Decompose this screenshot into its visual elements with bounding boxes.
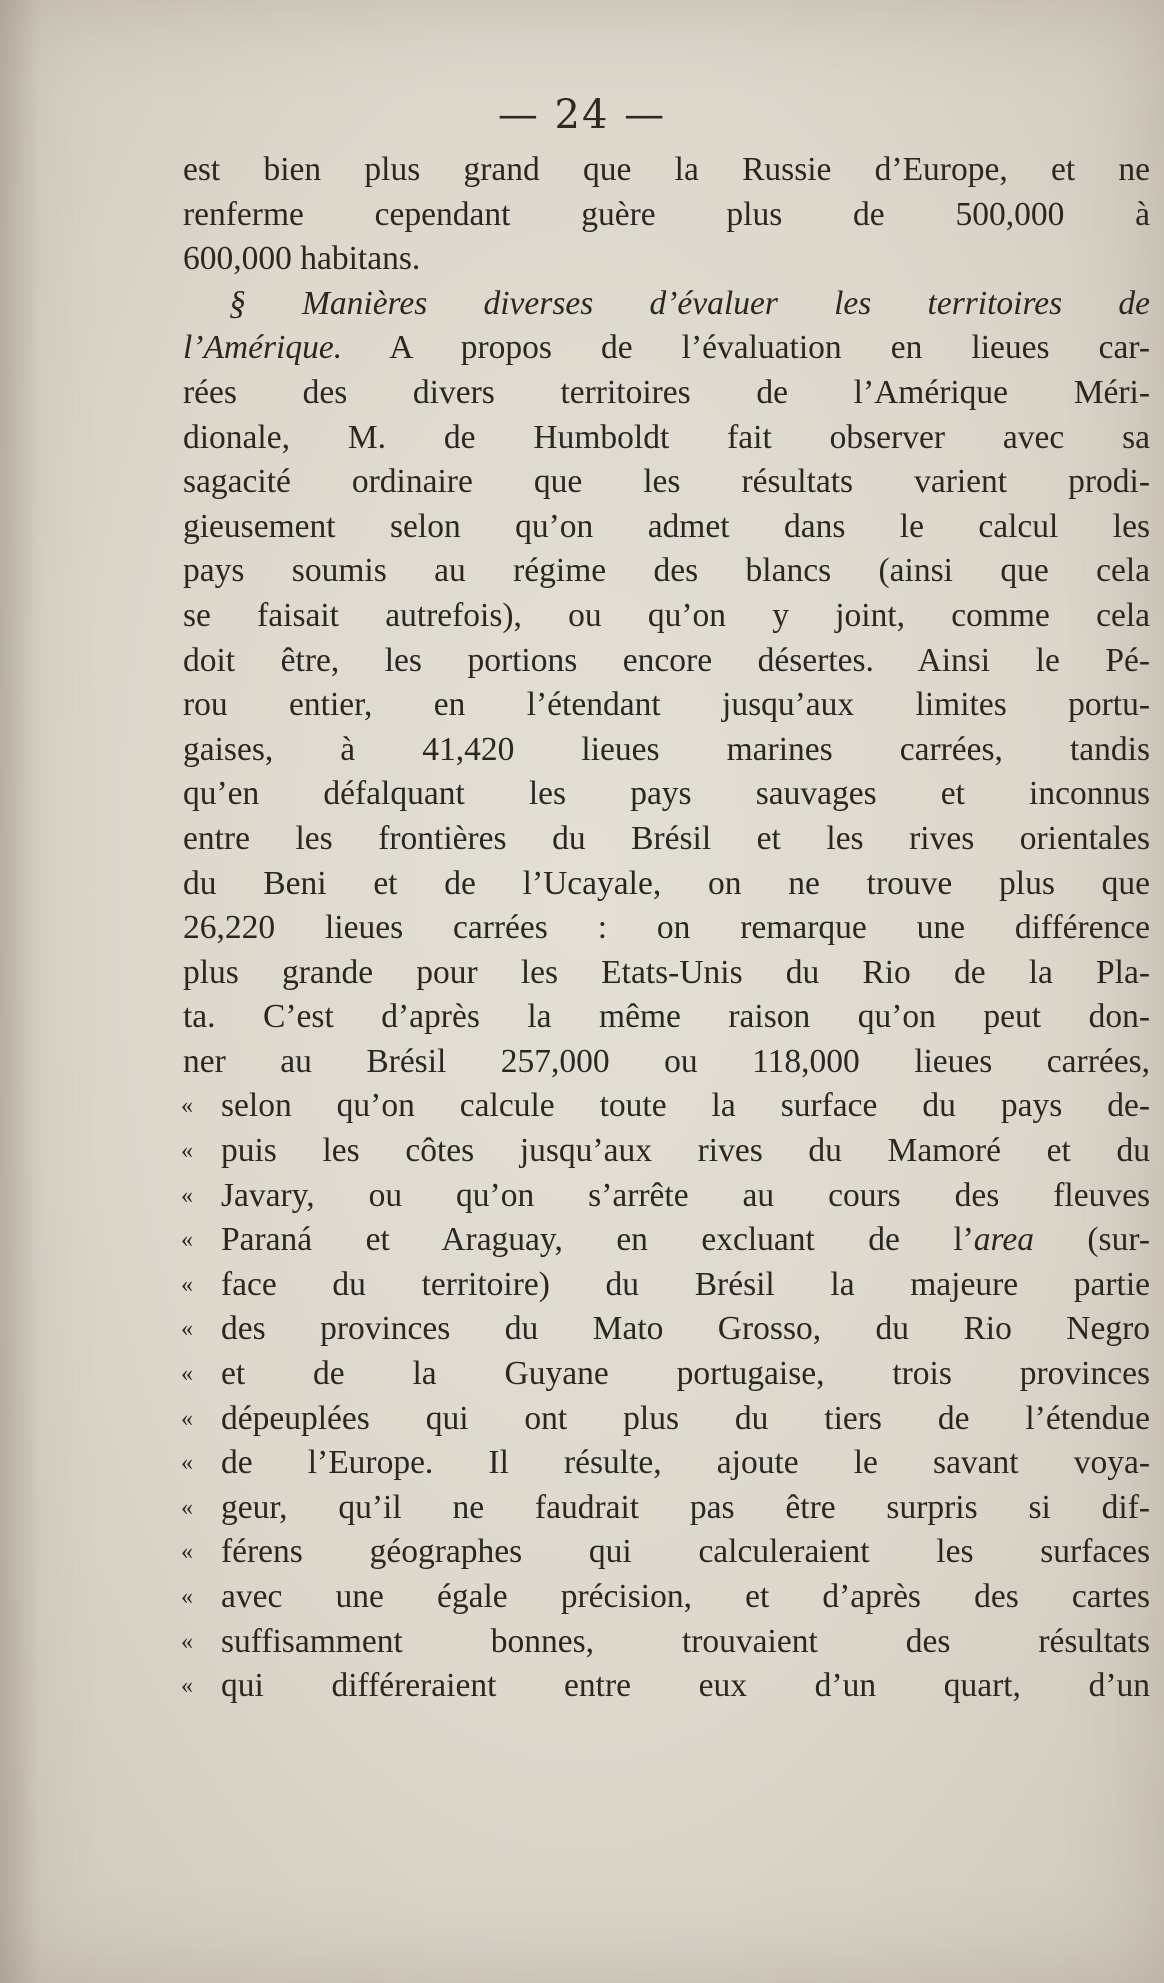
- line-text: (sur-: [1033, 1221, 1150, 1259]
- quote-mark: «: [181, 1316, 193, 1343]
- quote-mark: «: [181, 1361, 193, 1388]
- line-text: est bien plus grand que la Russie d’Europe, et ne: [183, 151, 1150, 188]
- quote-mark: «: [181, 1673, 193, 1700]
- line-text: 600,000 habitans.: [183, 240, 421, 278]
- text-line: [183, 995, 1150, 1040]
- text-line: [183, 193, 1150, 238]
- text-line: [183, 862, 1150, 907]
- spine-shadow: [0, 0, 40, 1983]
- line-text: férens géographes qui calculeraient les surfaces: [221, 1533, 1150, 1571]
- line-text: plus grande pour les Etats-Unis du Rio de la Pla-: [183, 953, 1150, 991]
- text-line: [183, 728, 1150, 773]
- text-line: [183, 282, 1150, 327]
- line-text: suffisamment bonnes, trouvaient des résultats: [221, 1622, 1150, 1660]
- text-line: [183, 1486, 1150, 1531]
- text-line: [183, 148, 1150, 193]
- quote-mark: «: [181, 1628, 193, 1655]
- text-line: [183, 371, 1150, 416]
- line-text: et de la Guyane portugaise, trois provinces: [221, 1355, 1150, 1393]
- line-text: geur, qu’il ne faudrait pas être surpris si dif-: [221, 1488, 1150, 1526]
- line-text: dionale, M. de Humboldt fait observer avec sa: [183, 418, 1150, 456]
- text-line: [183, 639, 1150, 684]
- text-line: [183, 1530, 1150, 1575]
- body-text: [183, 148, 1150, 1709]
- text-line: [183, 1575, 1150, 1620]
- italic-text: § Manières diverses d’évaluer les territoires de: [229, 284, 1150, 322]
- line-text: entre les frontières du Brésil et les rives orientales: [183, 819, 1150, 857]
- line-text: Javary, ou qu’on s’arrête au cours des fleuves: [221, 1176, 1150, 1214]
- text-line: [183, 951, 1150, 996]
- line-text: avec une égale précision, et d’après des cartes: [221, 1578, 1150, 1615]
- italic-text: l’Amérique.: [183, 329, 343, 367]
- quote-mark: «: [181, 1494, 193, 1521]
- quote-mark: «: [181, 1405, 193, 1432]
- quote-mark: «: [181, 1450, 193, 1477]
- text-line: [183, 683, 1150, 728]
- text-line: [183, 1352, 1150, 1397]
- text-line: [183, 237, 1150, 282]
- text-line: [183, 1218, 1150, 1263]
- line-text: renferme cependant guère plus de 500,000 à: [183, 195, 1150, 233]
- line-text: ta. C’est d’après la même raison qu’on peut don-: [183, 998, 1150, 1036]
- quote-mark: «: [181, 1182, 193, 1209]
- line-text: qui différeraient entre eux d’un quart, d’un: [221, 1667, 1150, 1705]
- quote-mark: «: [181, 1271, 193, 1298]
- line-text: du Beni et de l’Ucayale, on ne trouve plus que: [183, 864, 1150, 902]
- quote-mark: «: [181, 1138, 193, 1165]
- italic-text: area: [973, 1221, 1034, 1259]
- text-line: [183, 1664, 1150, 1709]
- line-text: se faisait autrefois), ou qu’on y joint, comme cela: [183, 596, 1150, 634]
- text-line: [183, 326, 1150, 371]
- text-line: [183, 1620, 1150, 1665]
- line-text: de l’Europe. Il résulte, ajoute le savant voya-: [221, 1444, 1150, 1482]
- line-text: gaises, à 41,420 lieues marines carrées, tandis: [183, 730, 1150, 768]
- text-line: [183, 549, 1150, 594]
- text-line: [183, 1397, 1150, 1442]
- text-line: [183, 505, 1150, 550]
- text-line: [183, 1307, 1150, 1352]
- line-text: rées des divers territoires de l’Amérique Méri-: [183, 373, 1150, 411]
- text-line: [183, 460, 1150, 505]
- line-text: 26,220 lieues carrées : on remarque une différence: [183, 909, 1150, 947]
- text-line: [183, 1040, 1150, 1085]
- line-text: puis les côtes jusqu’aux rives du Mamoré et du: [221, 1132, 1150, 1170]
- line-text: dépeuplées qui ont plus du tiers de l’étendue: [221, 1399, 1150, 1437]
- line-text: ner au Brésil 257,000 ou 118,000 lieues carrées,: [183, 1042, 1150, 1080]
- text-line: [183, 1084, 1150, 1129]
- text-line: [183, 1263, 1150, 1308]
- text-line: [183, 1129, 1150, 1174]
- text-line: [183, 772, 1150, 817]
- line-text: A propos de l’évaluation en lieues car-: [342, 329, 1150, 367]
- quote-mark: «: [181, 1584, 193, 1610]
- line-text: gieusement selon qu’on admet dans le calcul les: [183, 507, 1150, 545]
- line-text: des provinces du Mato Grosso, du Rio Negro: [221, 1310, 1150, 1348]
- quote-mark: «: [181, 1093, 193, 1120]
- quote-mark: «: [181, 1227, 193, 1254]
- line-text: doit être, les portions encore désertes. Ainsi le Pé-: [183, 641, 1150, 679]
- line-text: qu’en défalquant les pays sauvages et inconnus: [183, 775, 1150, 813]
- text-line: [183, 594, 1150, 639]
- text-line: [183, 1441, 1150, 1486]
- text-line: [183, 817, 1150, 862]
- line-text: pays soumis au régime des blancs (ainsi que cela: [183, 552, 1150, 590]
- page-number: — 24 —: [497, 92, 667, 138]
- quote-mark: «: [181, 1539, 193, 1566]
- line-text: rou entier, en l’étendant jusqu’aux limites portu-: [183, 686, 1150, 724]
- text-line: [183, 416, 1150, 461]
- line-text: sagacité ordinaire que les résultats varient prodi-: [183, 463, 1150, 501]
- line-text: face du territoire) du Brésil la majeure partie: [221, 1265, 1150, 1303]
- text-line: [183, 906, 1150, 951]
- text-line: [183, 1174, 1150, 1219]
- line-text: selon qu’on calcule toute la surface du pays de-: [221, 1087, 1150, 1125]
- line-text: Paraná et Araguay, en excluant de l’: [221, 1221, 974, 1259]
